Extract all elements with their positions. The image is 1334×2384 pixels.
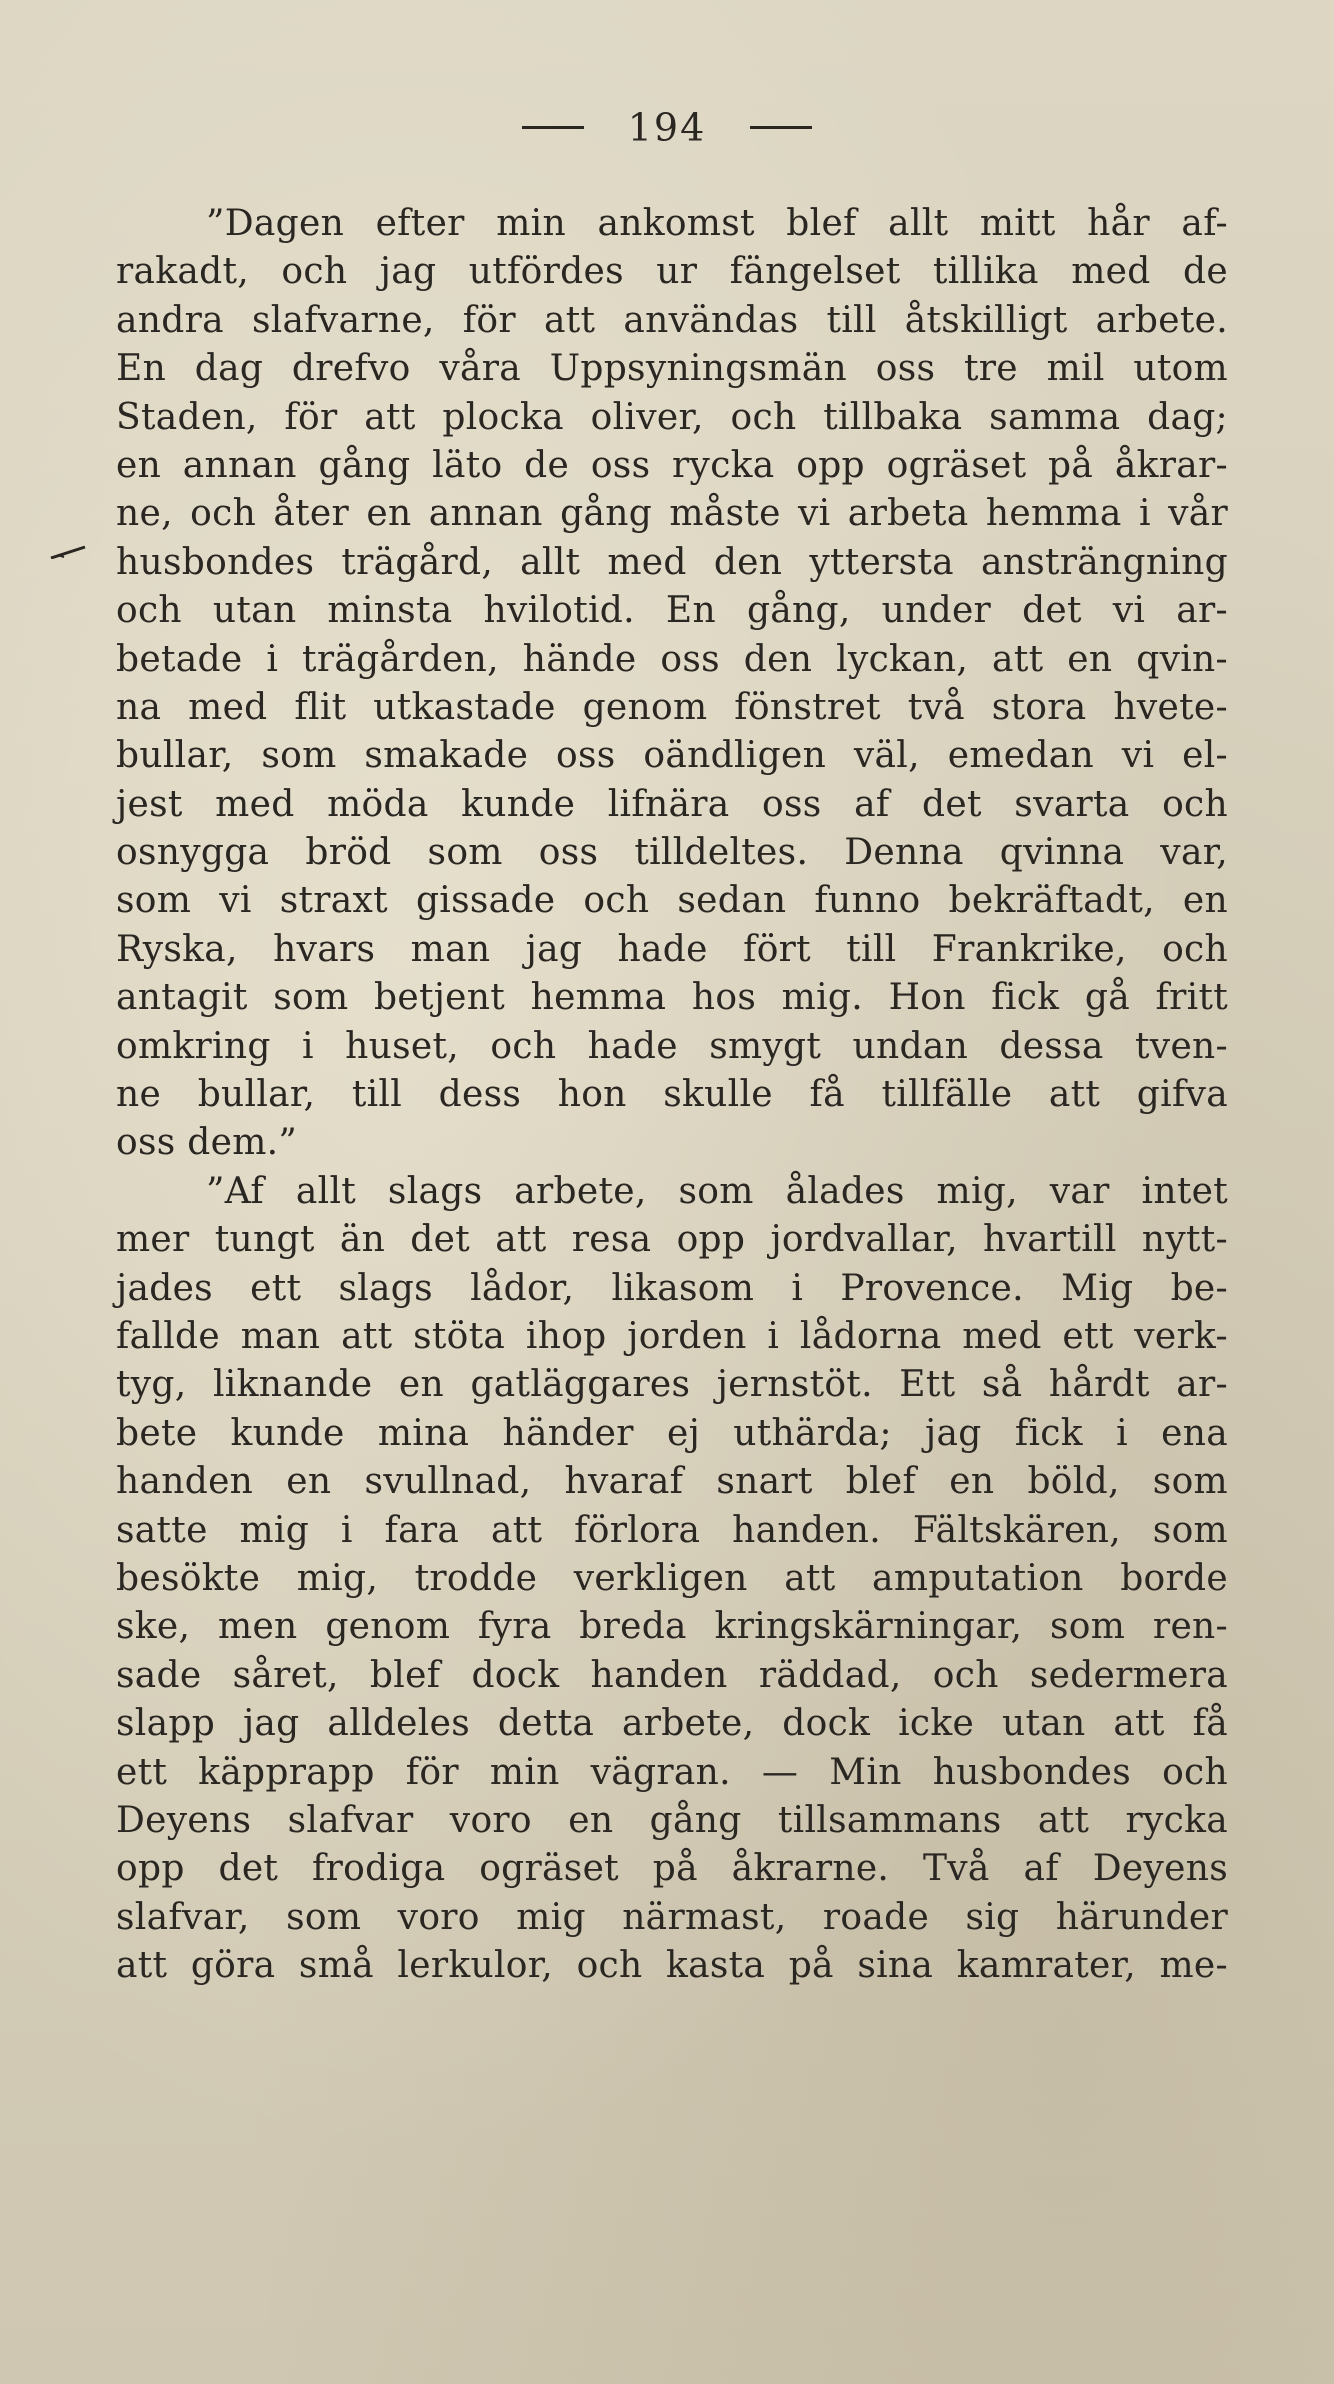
text-line: en annan gång läto de oss rycka opp ogräset på åkrar-	[116, 444, 1228, 486]
text-line: rakadt, och jag utfördes ur fängelset tillika med de	[116, 251, 1228, 293]
text-line: antagit som betjent hemma hos mig. Hon fick gå fritt	[116, 977, 1228, 1019]
text-line: ne bullar, till dess hon skulle få tillfälle att gifva	[116, 1074, 1228, 1116]
text-line: och utan minsta hvilotid. En gång, under det vi ar-	[116, 590, 1228, 632]
text-line: besökte mig, trodde verkligen att amputation borde	[116, 1557, 1228, 1599]
text-line: ne, och åter en annan gång måste vi arbeta hemma i vår	[116, 493, 1228, 535]
text-line: slapp jag alldeles detta arbete, dock icke utan att få	[116, 1703, 1228, 1745]
text-line: mer tungt än det att resa opp jordvallar, hvartill nytt-	[116, 1219, 1228, 1261]
page-header	[0, 102, 1334, 150]
text-line: jades ett slags lådor, likasom i Provence. Mig be-	[116, 1267, 1228, 1309]
text-line: omkring i huset, och hade smygt undan dessa tven-	[116, 1025, 1228, 1067]
text-line: ”Dagen efter min ankomst blef allt mitt hår af-	[206, 203, 1228, 244]
margin-mark-icon	[50, 545, 86, 559]
page-number: 194	[627, 105, 707, 150]
text-line: na med flit utkastade genom fönstret två stora hvete-	[116, 686, 1228, 728]
text-line: opp det frodiga ogräset på åkrarne. Två af Deyens	[116, 1848, 1228, 1890]
text-line: handen en svullnad, hvaraf snart blef en böld, som	[116, 1461, 1228, 1503]
text-line: som vi straxt gissade och sedan funno bekräftadt, en	[116, 880, 1228, 922]
text-line: slafvar, som voro mig närmast, roade sig härunder	[116, 1896, 1228, 1938]
text-line: ”Af allt slags arbete, som ålades mig, var intet	[206, 1170, 1228, 1212]
body-text	[116, 200, 1228, 1990]
text-line: betade i trägården, hände oss den lyckan, att en qvin-	[116, 638, 1228, 680]
text-line: sade såret, blef dock handen räddad, och sedermera	[116, 1654, 1228, 1696]
text-line: satte mig i fara att förlora handen. Fältskären, som	[116, 1509, 1228, 1551]
text-line: att göra små lerkulor, och kasta på sina kamrater, me-	[116, 1945, 1228, 1987]
text-line: fallde man att stöta ihop jorden i lådorna med ett verk-	[116, 1315, 1228, 1357]
text-line: osnygga bröd som oss tilldeltes. Denna qvinna var,	[116, 832, 1228, 874]
text-line: bete kunde mina händer ej uthärda; jag fick i ena	[116, 1412, 1228, 1454]
text-line: tyg, liknande en gatläggares jernstöt. Ett så hårdt ar-	[116, 1364, 1228, 1406]
header-dash-right	[750, 126, 812, 129]
text-line: Ryska, hvars man jag hade fört till Frankrike, och	[116, 928, 1228, 970]
text-line: jest med möda kunde lifnära oss af det svarta och	[116, 783, 1228, 825]
text-line: Deyens slafvar voro en gång tillsammans att rycka	[116, 1799, 1228, 1841]
text-line: Staden, för att plocka oliver, och tillbaka samma dag;	[116, 396, 1228, 438]
text-line: En dag drefvo våra Uppsyningsmän oss tre mil utom	[116, 348, 1228, 390]
text-line: husbondes trägård, allt med den yttersta ansträngning	[116, 541, 1228, 583]
text-line: ett käpprapp för min vägran. — Min husbondes och	[116, 1751, 1228, 1793]
text-line: ske, men genom fyra breda kringskärningar, som ren-	[116, 1606, 1228, 1648]
header-dash-left	[522, 126, 584, 129]
text-line: bullar, som smakade oss oändligen väl, emedan vi el-	[116, 735, 1228, 777]
text-line: oss dem.”	[116, 1122, 298, 1164]
text-line: andra slafvarne, för att användas till åtskilligt arbete.	[116, 299, 1228, 341]
